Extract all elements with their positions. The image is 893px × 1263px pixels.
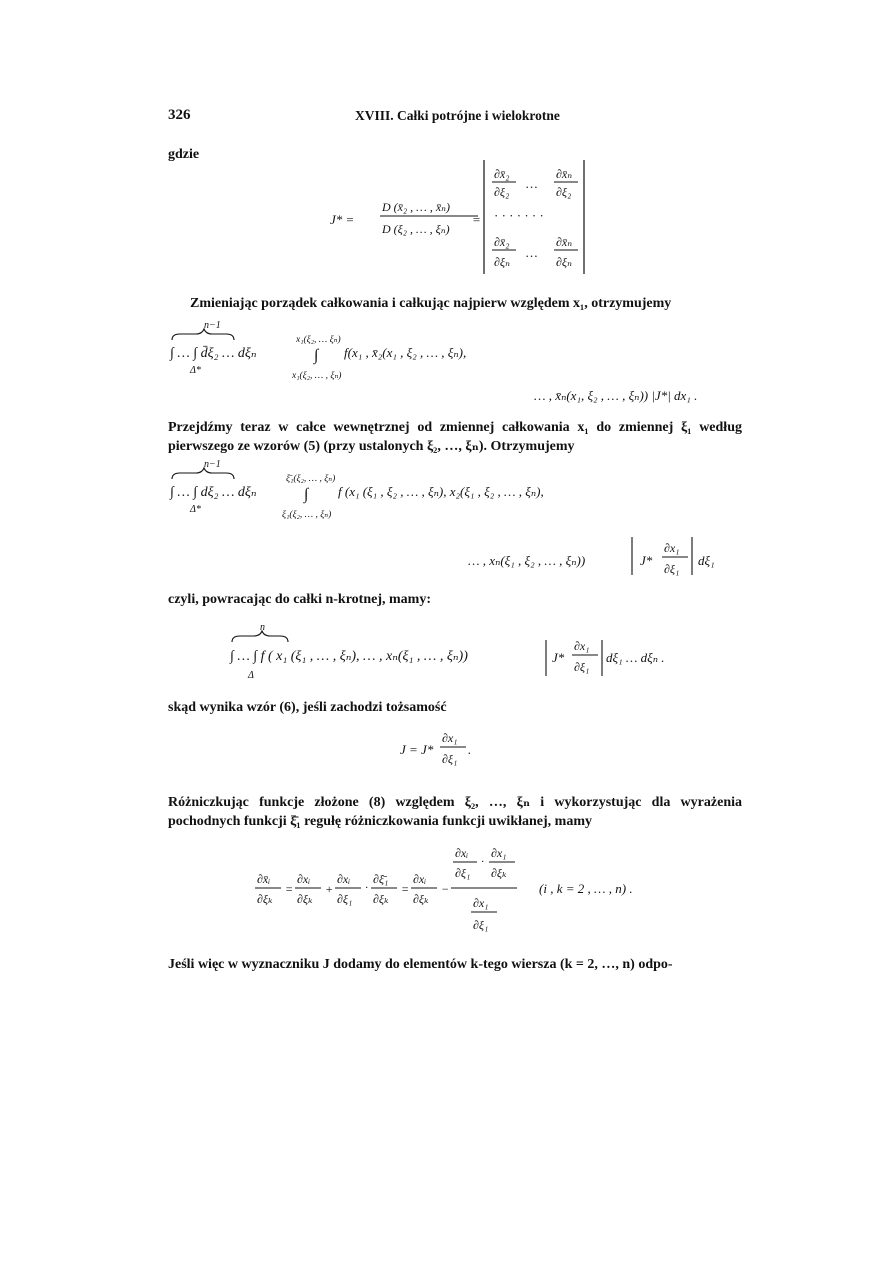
f5-frac-num: ∂x₁ [442,731,458,745]
f1-m22-den: ∂ξₙ [556,255,572,269]
f1-m11-num: ∂x̄₂ [494,167,510,181]
page-number: 326 [168,107,191,123]
f4-domain: Δ [248,670,254,681]
f1-m22-num: ∂x̄ₙ [556,235,573,249]
f6-c-num: ∂xᵢ [337,872,351,886]
f2-lower: x₁(ξ₂, … , ξₙ) [292,371,342,381]
formula-n-fold-integral [228,618,708,688]
f5-frac-den: ∂ξ₁ [442,752,458,766]
f1-frac-den: D (ξ₂ , … , ξₙ) [382,222,450,236]
paragraph-skad: skąd wynika wzór (6), jeśli zachodzi tożsamość [168,700,447,715]
f6-big-a-num: ∂xᵢ [455,846,469,860]
f6-condition: (i , k = 2 , … , n) . [539,881,633,896]
f2-brace-label: n−1 [204,320,221,331]
f3-integrals: ∫ … ∫ dξ₂ … dξₙ [170,485,257,500]
paragraph-czyli: czyli, powracając do całki n-krotnej, mamy: [168,592,431,607]
paragraph-gdzie: gdzie [168,147,200,162]
f6-plus: + [325,882,334,896]
f6-big-b-den: ∂ξₖ [491,866,507,880]
f2-integrals: ∫ … ∫ d̄ξ₂ … dξₙ [170,346,257,361]
formula-substituted-integral [168,455,748,580]
f2-upper: x₁(ξ₂, … ξₙ) [296,335,341,345]
f1-m12-num: ∂x̄ₙ [556,167,573,181]
f1-m21-den: ∂ξₙ [494,255,510,269]
f6-a-den: ∂ξₖ [257,892,273,906]
f6-big-den-den: ∂ξ₁ [473,918,489,932]
paragraph-jesli: Jeśli więc w wyznaczniku J dodamy do elementów k-tego wiersza (k = 2, …, n) odpo- [168,957,673,972]
f6-minus: − [441,882,450,896]
f6-b-num: ∂xᵢ [297,872,311,886]
f6-big-den-num: ∂x₁ [473,896,489,910]
f6-e-num: ∂xᵢ [413,872,427,886]
chapter-title: XVIII. Całki potrójne i wielokrotne [355,108,560,123]
f3-frac-den: ∂ξ₁ [664,562,680,576]
f6-big-a-den: ∂ξ₁ [455,866,471,880]
f2-inner-int: ∫ [314,347,319,364]
f3-continuation: … , xₙ(ξ₁ , ξ₂ , … , ξₙ)) [468,553,586,568]
f1-m11-den: ∂ξ₂ [494,185,510,199]
f1-hdots-1: … [526,176,538,191]
f1-m12-den: ∂ξ₂ [556,185,572,199]
f3-upper: ξ̄₁(ξ₂, … , ξₙ) [286,474,336,484]
f6-eq2: = [401,882,410,896]
f3-lower: ξ₁(ξ₂, … , ξₙ) [282,510,332,520]
f6-dot1: · [365,880,368,894]
formula-identity [400,728,520,774]
formula-implicit-derivative [255,845,685,935]
f4-integrals: ∫ … ∫ f ( x₁ (ξ₁ , … , ξₙ), … , xₙ(ξ₁ , … , ξₙ)) [230,649,468,664]
f2-continuation: … , x̄ₙ(x₁, ξ₂ , … , ξₙ)) |J*| dx₁ . [534,388,698,403]
f1-eq: = [472,212,481,227]
formula-iterated-integral-x1 [168,316,748,404]
f1-dots-row: · · · · · · · [494,208,544,223]
f3-tail: dξ₁ [698,553,715,568]
f6-eq1: = [285,882,294,896]
f2-domain: Δ* [190,365,201,376]
f1-lhs: J* = [330,212,355,227]
f3-inner-int: ∫ [304,486,309,503]
f1-m21-num: ∂x̄₂ [494,235,510,249]
f4-tail: dξ₁ … dξₙ . [606,650,665,665]
f3-body: f (x₁ (ξ₁ , ξ₂ , … , ξₙ), x₂(ξ₁ , ξ₂ , … , ξₙ), [338,484,544,499]
f4-frac-num: ∂x₁ [574,639,590,653]
paragraph-zmieniajac: Zmieniając porządek całkowania i całkując najpierw względem x₁, otrzymujemy [190,296,672,311]
f5-lhs: J = J* [400,742,434,757]
f6-a-num: ∂x̄ᵢ [257,872,271,886]
f4-jstar: J* [552,650,565,665]
f6-e-den: ∂ξₖ [413,892,429,906]
f1-hdots-2: … [526,245,538,260]
f5-end: . [468,742,472,757]
f6-d-num: ∂ξ̄₁ [373,872,389,886]
f6-c-den: ∂ξ₁ [337,892,353,906]
f2-body: f(x₁ , x̄₂(x₁ , ξ₂ , … , ξₙ), [344,345,467,360]
f6-dot2: · [481,854,484,868]
f6-b-den: ∂ξₖ [297,892,313,906]
f4-brace-label: n [260,622,265,633]
paragraph-przejdzmy: Przejdźmy teraz w całce wewnętrznej od zmiennej całkowania x₁ do zmiennej ξ₁ według pierwszego ze wzorów (5) (przy ustalonych ξ₂, …, ξₙ). Otrzymujemy [168,420,742,454]
paragraph-rozniczkujac: Różniczkując funkcje złożone (8) względem ξ₂, …, ξₙ i wykorzystując dla wyrażenia pochodnych funkcji ξ̄₁ regułę różniczkowania funkcji uwikłanej, mamy [168,795,742,829]
f6-d-den: ∂ξₖ [373,892,389,906]
formula-jacobian-determinant [330,158,600,278]
f3-domain: Δ* [190,504,201,515]
f3-frac-num: ∂x₁ [664,541,680,555]
f4-frac-den: ∂ξ₁ [574,660,590,674]
f3-brace-label: n−1 [204,459,221,470]
f6-big-b-num: ∂x₁ [491,846,507,860]
f3-jstar: J* [640,553,653,568]
f1-frac-num: D (x̄₂ , … , x̄ₙ) [382,200,451,214]
